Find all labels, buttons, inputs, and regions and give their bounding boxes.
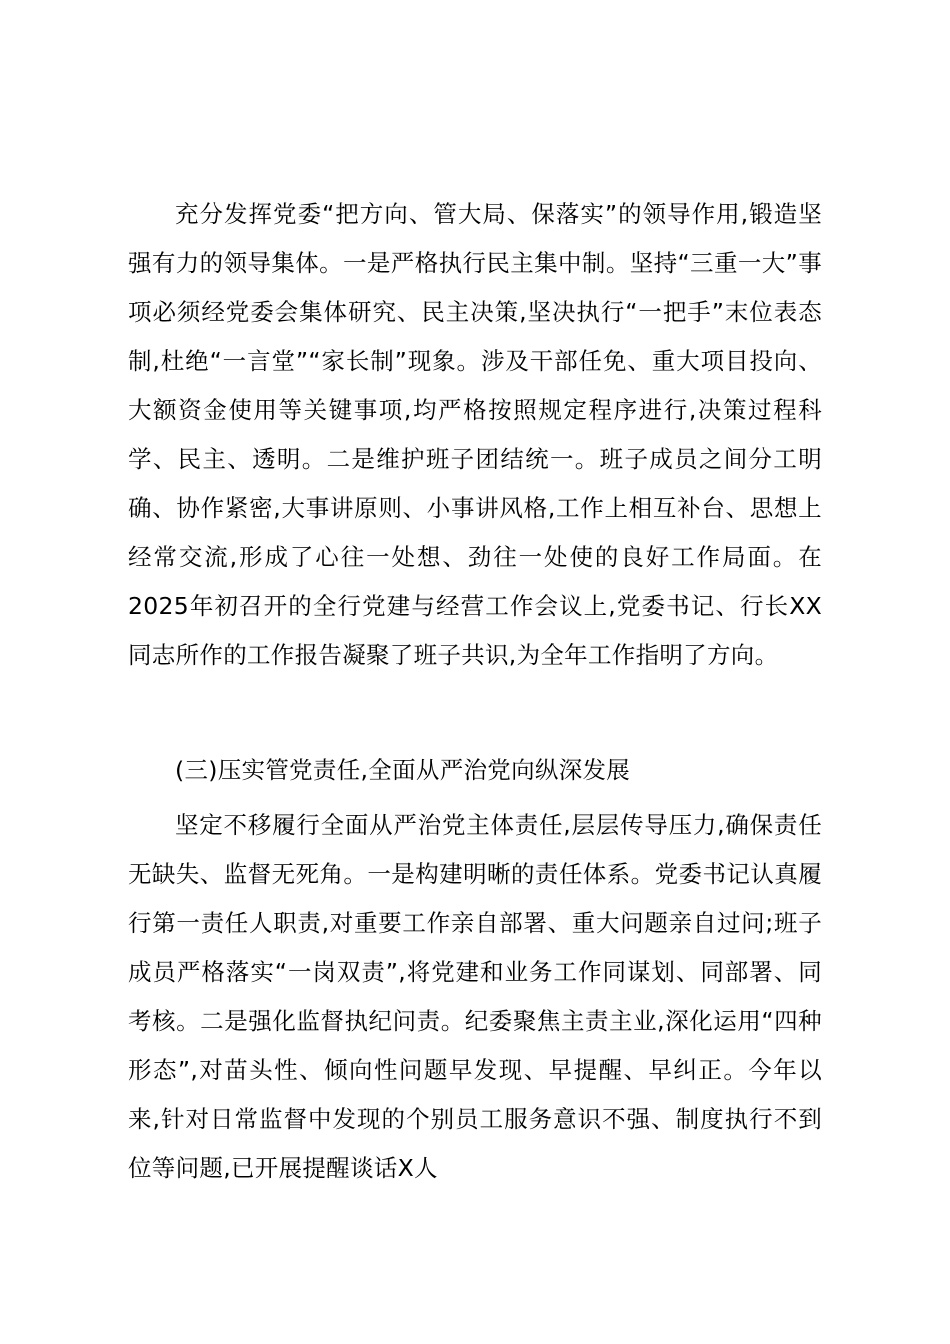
body-paragraph-2-block — [128, 801, 822, 1193]
section-heading-block — [128, 746, 822, 795]
body-paragraph: 坚定不移履行全面从严治党主体责任,层层传导压力,确保责任无缺失、监督无死角。一是构建明晰的责任体系。党委书记认真履行第一责任人职责,对重要工作亲自部署、重大问题亲自过问;班子成员严格落实“一岗双责”,将党建和业务工作同谋划、同部署、同考核。二是强化监督执纪问责。纪委聚焦主责主业,深化运用“四种形态”,对苗头性、倾向性问题早发现、早提醒、早纠正。今年以来,针对日常监督中发现的个别员工服务意识不强、制度执行不到位等问题,已开展提醒谈话X人 — [128, 811, 822, 1182]
body-paragraph: 充分发挥党委“把方向、管大局、保落实”的领导作用,锻造坚强有力的领导集体。一是严格执行民主集中制。坚持“三重一大”事项必须经党委会集体研究、民主决策,坚决执行“一把手”末位表态制,杜绝“一言堂”“家长制”现象。涉及干部任免、重大项目投向、大额资金使用等关键事项,均严格按照规定程序进行,决策过程科学、民主、透明。二是维护班子团结统一。班子成员之间分工明确、协作紧密,大事讲原则、小事讲风格,工作上相互补台、思想上经常交流,形成了心往一处想、劲往一处使的良好工作局面。在2025年初召开的全行党建与经营工作会议上,党委书记、行长XX同志所作的工作报告凝聚了班子共识,为全年工作指明了方向。 — [128, 200, 822, 669]
body-paragraph-1-block — [128, 190, 822, 680]
section-heading: (三)压实管党责任,全面从严治党向纵深发展 — [175, 756, 631, 784]
